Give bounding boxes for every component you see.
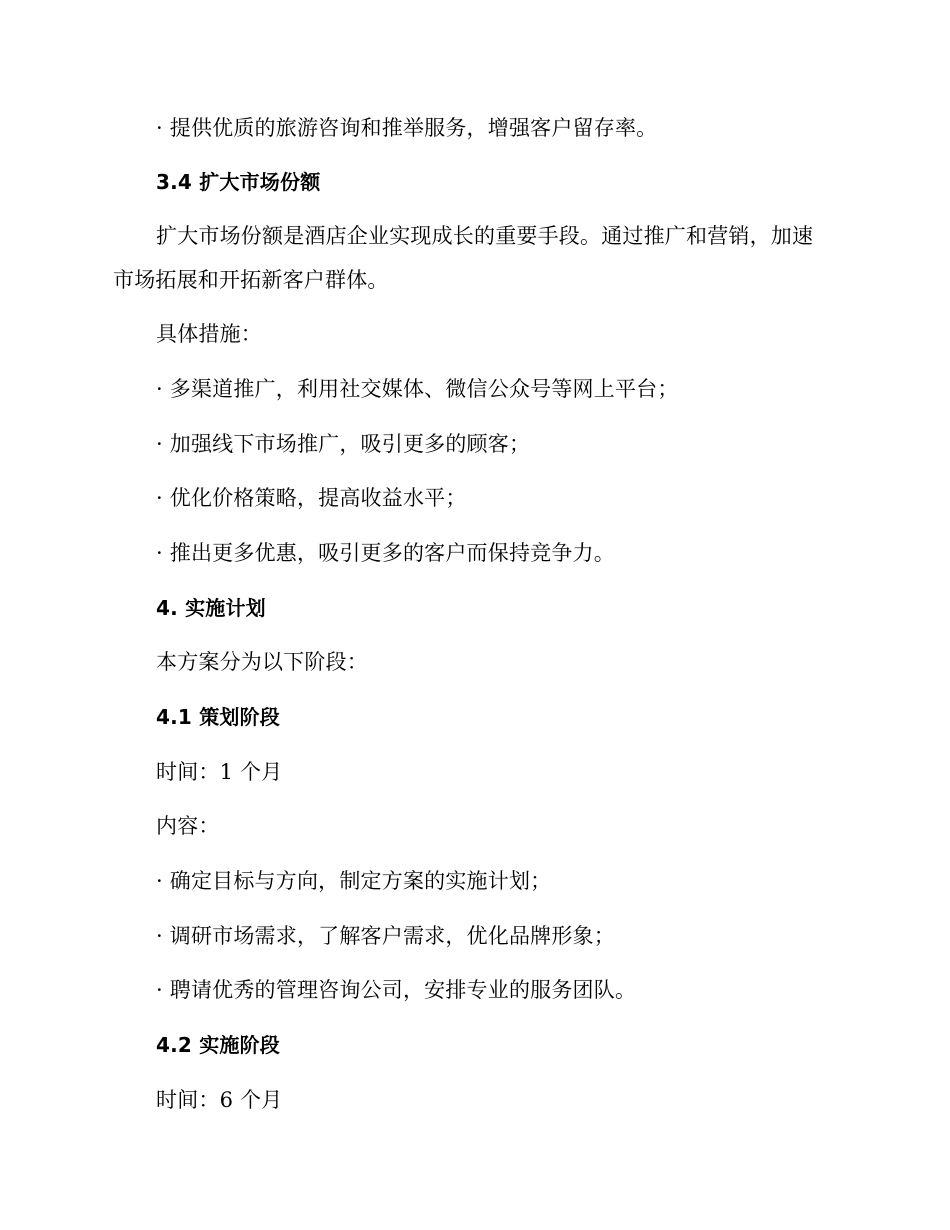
bullet-item: · 加强线下市场推广，吸引更多的顾客； <box>156 432 531 456</box>
bullet-item: · 多渠道推广，利用社交媒体、微信公众号等网上平台； <box>156 377 679 401</box>
section-heading: 4.2 实施阶段 <box>156 1033 280 1057</box>
bullet-item: · 调研市场需求，了解客户需求，优化品牌形象； <box>156 924 615 948</box>
paragraph: 时间：6 个月 <box>156 1088 283 1112</box>
paragraph: 具体措施： <box>156 322 262 346</box>
paragraph: 本方案分为以下阶段： <box>156 650 368 674</box>
section-heading: 4.1 策划阶段 <box>156 705 280 729</box>
bullet-item: · 聘请优秀的管理咨询公司，安排专业的服务团队。 <box>156 978 637 1002</box>
bullet-item: · 提供优质的旅游咨询和推举服务，增强客户留存率。 <box>156 116 658 140</box>
bullet-item: · 优化价格策略，提高收益水平； <box>156 486 467 510</box>
section-heading: 3.4 扩大市场份额 <box>156 170 321 194</box>
section-heading: 4. 实施计划 <box>156 596 266 620</box>
paragraph-line: 市场拓展和开拓新客户群体。 <box>113 268 389 292</box>
bullet-item: · 确定目标与方向，制定方案的实施计划； <box>156 869 552 893</box>
paragraph: 内容： <box>156 814 220 838</box>
bullet-item: · 推出更多优惠，吸引更多的客户而保持竞争力。 <box>156 541 615 565</box>
paragraph: 时间：1 个月 <box>156 760 283 784</box>
paragraph-line: 扩大市场份额是酒店企业实现成长的重要手段。通过推广和营销，加速 <box>156 224 814 248</box>
